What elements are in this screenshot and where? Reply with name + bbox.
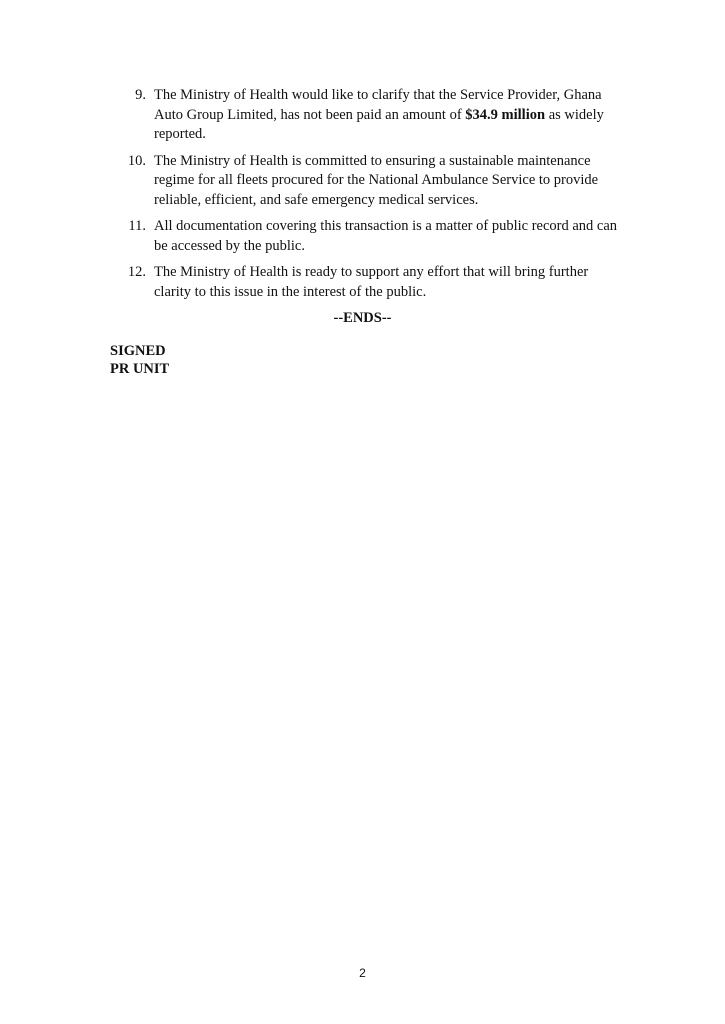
item-text-end: as widely reported.: [154, 106, 604, 142]
numbered-list: [108, 86, 618, 309]
signature-line-signed: SIGNED: [110, 343, 166, 359]
signature-block: [110, 342, 169, 378]
item-number: 12.: [127, 264, 146, 280]
signature-line-unit: PR UNIT: [110, 361, 170, 377]
item-number: 10.: [127, 152, 146, 169]
list-item: [108, 263, 618, 302]
item-text-emphasis: $34.9 million: [465, 106, 546, 123]
item-text: [154, 86, 618, 145]
page-number: 2: [359, 966, 366, 980]
item-text: The Ministry of Health is ready to support any effort that will bring further clarity to this issue in the interest of the public.: [154, 264, 589, 300]
item-number: 9.: [135, 87, 146, 103]
item-text: The Ministry of Health is committed to ensuring a sustainable maintenance regime for all fleets procured for the National Ambulance Service to provide reliable, efficient, and safe emergency medical services.: [154, 152, 599, 208]
list-item: [108, 152, 618, 211]
item-text: All documentation covering this transaction is a matter of public record and can be accessed by the public.: [154, 218, 618, 254]
list-item: [108, 217, 618, 256]
item-number: 11.: [128, 218, 146, 234]
list-item: [108, 86, 618, 145]
ends-marker: --ENDS--: [333, 310, 392, 326]
item-text-start: The Ministry of Health would like to clarify that the Service Provider, Ghana Auto Group Limited, has not been paid an amount of: [154, 87, 602, 123]
